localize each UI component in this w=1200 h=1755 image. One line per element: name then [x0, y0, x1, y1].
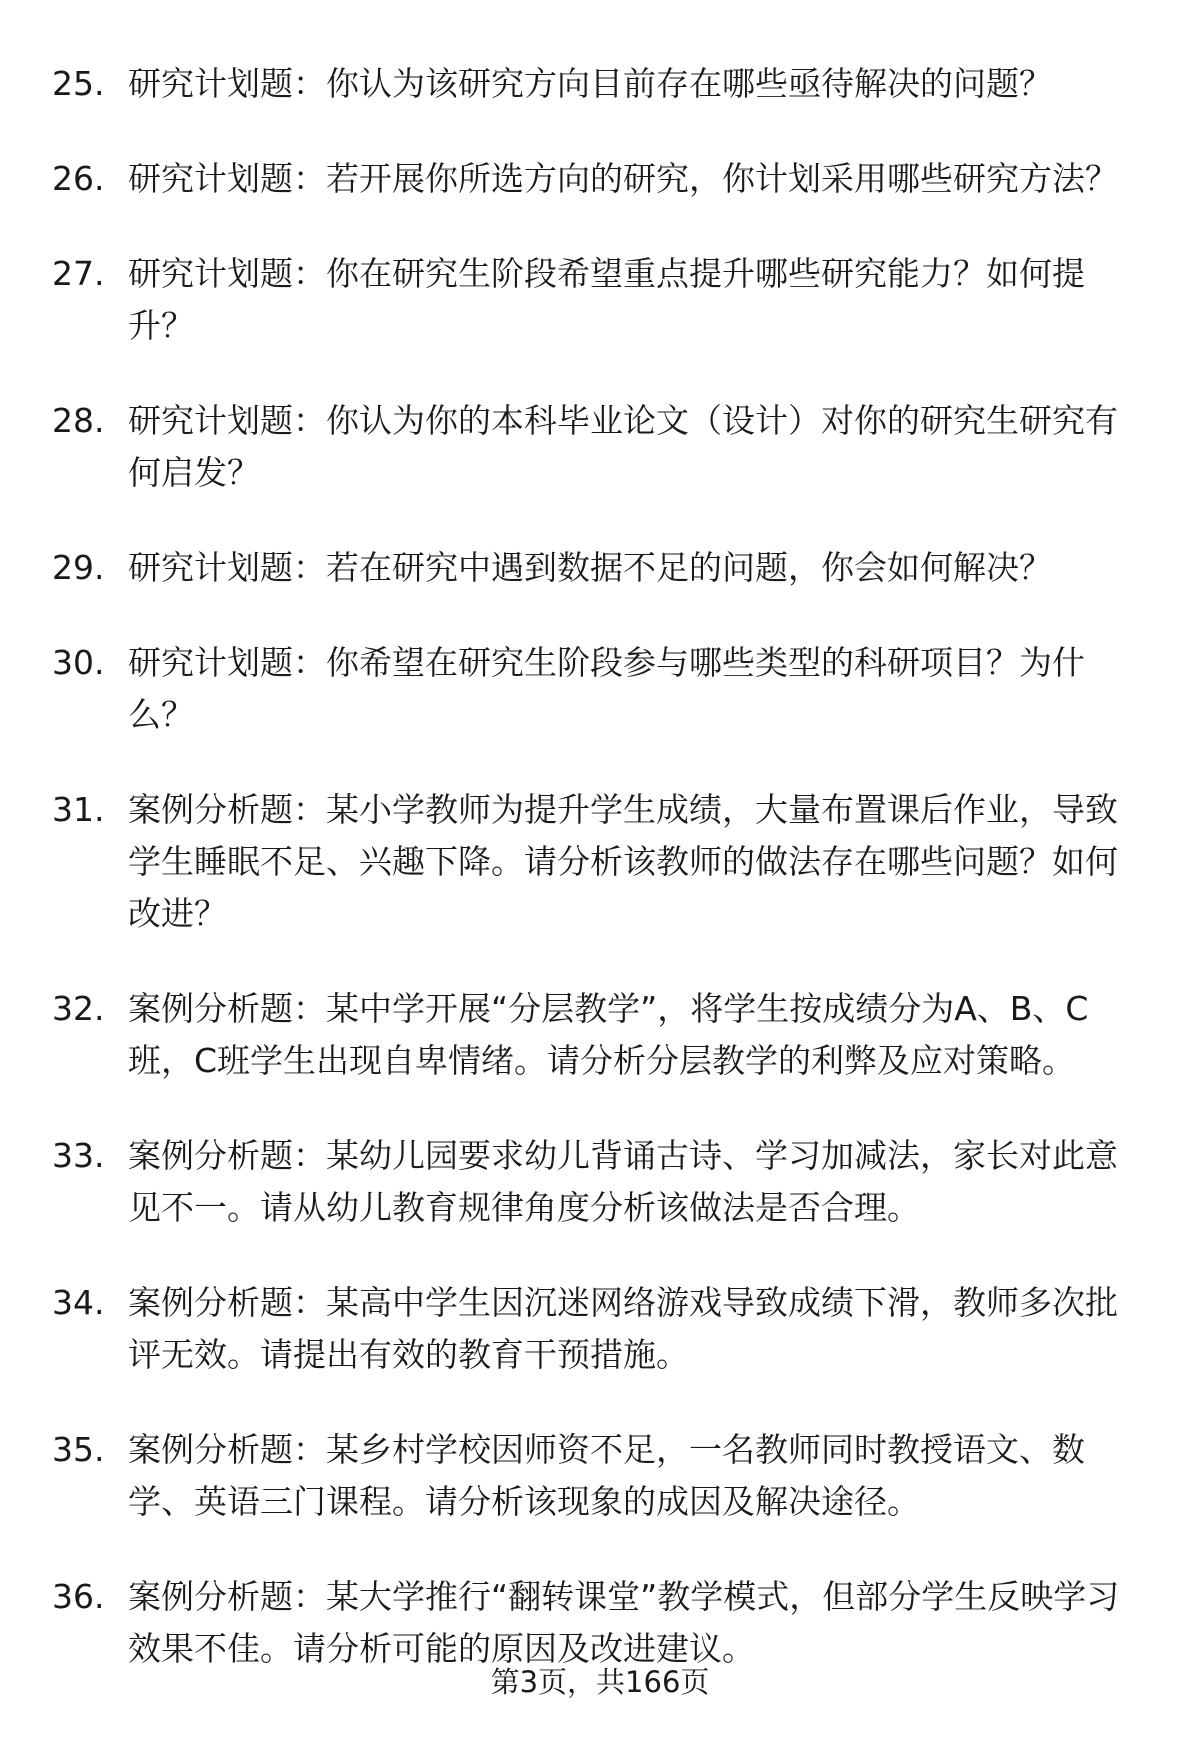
- question-text: 研究计划题：若在研究中遇到数据不足的问题，你会如何解决？: [128, 548, 1052, 587]
- question-number: 35.: [52, 1430, 105, 1469]
- question-text: 研究计划题：你希望在研究生阶段参与哪些类型的科研项目？为什么？: [128, 643, 1085, 734]
- list-item: [0, 1130, 1200, 1234]
- list-item: [0, 395, 1200, 499]
- list-item: [0, 1277, 1200, 1381]
- question-number: 33.: [52, 1136, 105, 1175]
- question-number: 25.: [52, 64, 105, 103]
- question-number: 27.: [52, 254, 105, 293]
- question-text: 案例分析题：某大学推行“翻转课堂”教学模式，但部分学生反映学习效果不佳。请分析可能的原因及改进建议。: [128, 1577, 1120, 1668]
- list-item: [0, 983, 1200, 1087]
- question-text: 研究计划题：你认为你的本科毕业论文（设计）对你的研究生研究有何启发？: [128, 401, 1118, 492]
- question-number: 26.: [52, 159, 105, 198]
- list-item: [0, 1424, 1200, 1528]
- question-text: 研究计划题：若开展你所选方向的研究，你计划采用哪些研究方法？: [128, 159, 1118, 198]
- list-item: [0, 248, 1200, 352]
- list-item: [0, 58, 1200, 110]
- list-item: [0, 784, 1200, 940]
- list-item: [0, 153, 1200, 205]
- question-list: [0, 58, 1200, 1718]
- list-item: [0, 1571, 1200, 1675]
- question-text: 案例分析题：某乡村学校因师资不足，一名教师同时教授语文、数学、英语三门课程。请分析该现象的成因及解决途径。: [128, 1430, 1085, 1521]
- question-text: 案例分析题：某小学教师为提升学生成绩，大量布置课后作业，导致学生睡眠不足、兴趣下降。请分析该教师的做法存在哪些问题？如何改进？: [128, 790, 1118, 933]
- question-number: 28.: [52, 401, 105, 440]
- question-number: 32.: [52, 989, 105, 1028]
- question-number: 31.: [52, 790, 105, 829]
- question-text: 案例分析题：某高中学生因沉迷网络游戏导致成绩下滑，教师多次批评无效。请提出有效的教育干预措施。: [128, 1283, 1118, 1374]
- list-item: [0, 542, 1200, 594]
- question-number: 36.: [52, 1577, 105, 1616]
- page-footer: [0, 1662, 1200, 1702]
- question-number: 29.: [52, 548, 105, 587]
- question-text: 研究计划题：你认为该研究方向目前存在哪些亟待解决的问题？: [128, 64, 1052, 103]
- question-text: 案例分析题：某中学开展“分层教学”，将学生按成绩分为A、B、C班，C班学生出现自卑情绪。请分析分层教学的利弊及应对策略。: [128, 989, 1089, 1080]
- question-text: 案例分析题：某幼儿园要求幼儿背诵古诗、学习加减法，家长对此意见不一。请从幼儿教育规律角度分析该做法是否合理。: [128, 1136, 1118, 1227]
- list-item: [0, 637, 1200, 741]
- question-number: 30.: [52, 643, 105, 682]
- question-number: 34.: [52, 1283, 105, 1322]
- question-text: 研究计划题：你在研究生阶段希望重点提升哪些研究能力？如何提升？: [128, 254, 1085, 345]
- page-number-label: 第3页，共166页: [490, 1665, 710, 1699]
